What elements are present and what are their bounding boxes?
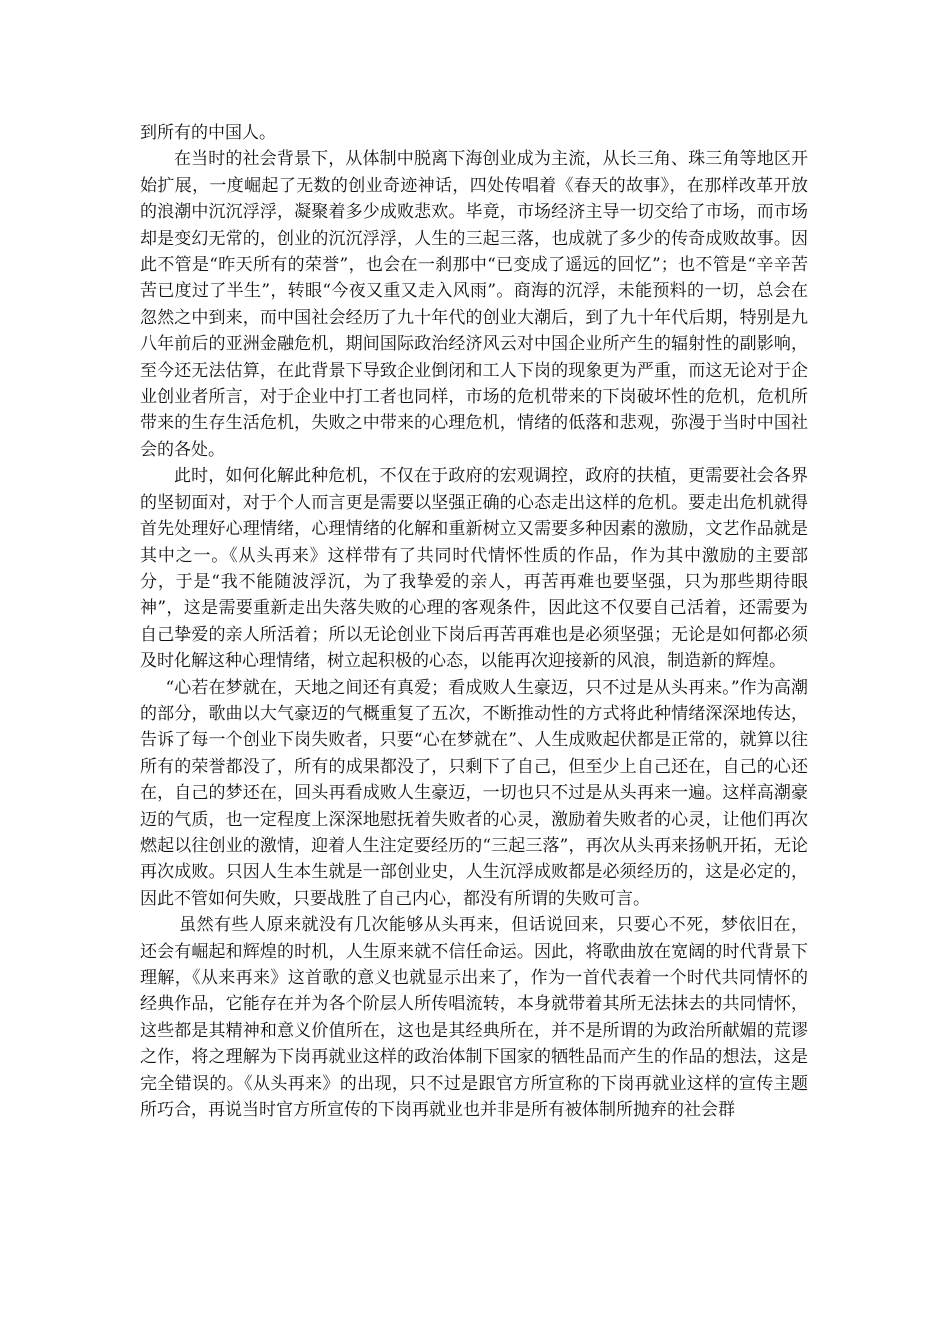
paragraph-social-background: 在当时的社会背景下，从体制中脱离下海创业成为主流，从长三角、珠三角等地区开始扩展，一度崛起了无数的创业奇迹神话，四处传唱着《春天的故事》，在那样改革开放的浪潮中沉沉浮浮，凝聚着多少成败悲欢。毕竟，市场经济主导一切交给了市场，而市场却是变幻无常的，创业的沉沉浮浮，人生的三起三落，也成就了多少的传奇成败故事。因此不管是“昨天所有的荣誉”，也会在一刹那中“已变成了遥远的回忆”；也不管是“辛辛苦苦已度过了半生”，转眼“今夜又重又走入风雨”。商海的沉浮，未能预料的一切，总会在忽然之中到来，而中国社会经历了九十年代的创业大潮后，到了九十年代后期，特别是九八年前后的亚洲金融危机，期间国际政治经济风云对中国企业所产生的辐射性的副影响，至今还无法估算，在此背景下导致企业倒闭和工人下岗的现象更为严重，而这无论对于企业创业者所言，对于企业中打工者也同样，市场的危机带来的下岗破坏性的危机，危机所带来的生存生活危机，失败之中带来的心理危机，情绪的低落和悲观，弥漫于当时中国社会的各处。 (140, 149, 808, 460)
paragraph-resolving-crisis: 此时，如何化解此种危机，不仅在于政府的宏观调控，政府的扶植，更需要社会各界的坚韧面对，对于个人而言更是需要以坚强正确的心态走出这样的危机。要走出危机就得首先处理好心理情绪，心理情绪的化解和重新树立又需要多种因素的激励，文艺作品就是其中之一。《从头再来》这样带有了共同时代情怀性质的作品，作为其中激励的主要部分，于是“我不能随波浮沉，为了我挚爱的亲人，再苦再难也要坚强，只为那些期待眼神”，这是需要重新走出失落失败的心理的客观条件，因此这不仅要自己活着，还需要为自己挚爱的亲人所活着；所以无论创业下岗后再苦再难也是必须坚强；无论是如何都必须及时化解这种心理情绪，树立起积极的心态，以能再次迎接新的风浪，制造新的辉煌。 (140, 466, 808, 672)
document-page (140, 120, 808, 1123)
paragraph-song-meaning: 虽然有些人原来就没有几次能够从头再来，但话说回来，只要心不死，梦依旧在，还会有崛起和辉煌的时机，人生原来就不信任命运。因此，将歌曲放在宽阔的时代背景下理解，《从来再来》这首歌的意义也就显示出来了，作为一首代表着一个时代共同情怀的经典作品，它能存在并为各个阶层人所传唱流转，本身就带着其所无法抹去的共同情怀，这些都是其精神和意义价值所在，这也是其经典所在，并不是所谓的为政治所献媚的荒谬之作，将之理解为下岗再就业这样的政治体制下国家的牺牲品而产生的作品的想法，这是完全错误的。《从头再来》的出现，只不过是跟官方所宣称的下岗再就业这样的宣传主题所巧合，再说当时官方所宣传的下岗再就业也并非是所有被体制所抛弃的社会群 (140, 915, 808, 1121)
paragraph-climax-lyrics: “心若在梦就在，天地之间还有真爱；看成败人生豪迈，只不过是从头再来。”作为高潮的部分，歌曲以大气豪迈的气概重复了五次，不断推动性的方式将此种情绪深深地传达，告诉了每一个创业下岗失败者，只要“心在梦就在”、人生成败起伏都是正常的，就算以往所有的荣誉都没了，所有的成果都没了，只剩下了自己，但至少上自己还在，自己的心还在，自己的梦还在，回头再看成败人生豪迈，一切也只不过是从头再来一遍。这样高潮豪迈的气质，也一定程度上深深地慰抚着失败者的心灵，激励着失败者的心灵，让他们再次燃起以往创业的激情，迎着人生注定要经历的“三起三落”，再次从头再来扬帆开拓，无论再次成败。只因人生本生就是一部创业史，人生沉浮成败都是必须经历的，这是必定的，因此不管如何失败，只要战胜了自己内心，都没有所谓的失败可言。 (140, 677, 808, 909)
paragraph-continuation: 到所有的中国人。 (140, 123, 276, 143)
